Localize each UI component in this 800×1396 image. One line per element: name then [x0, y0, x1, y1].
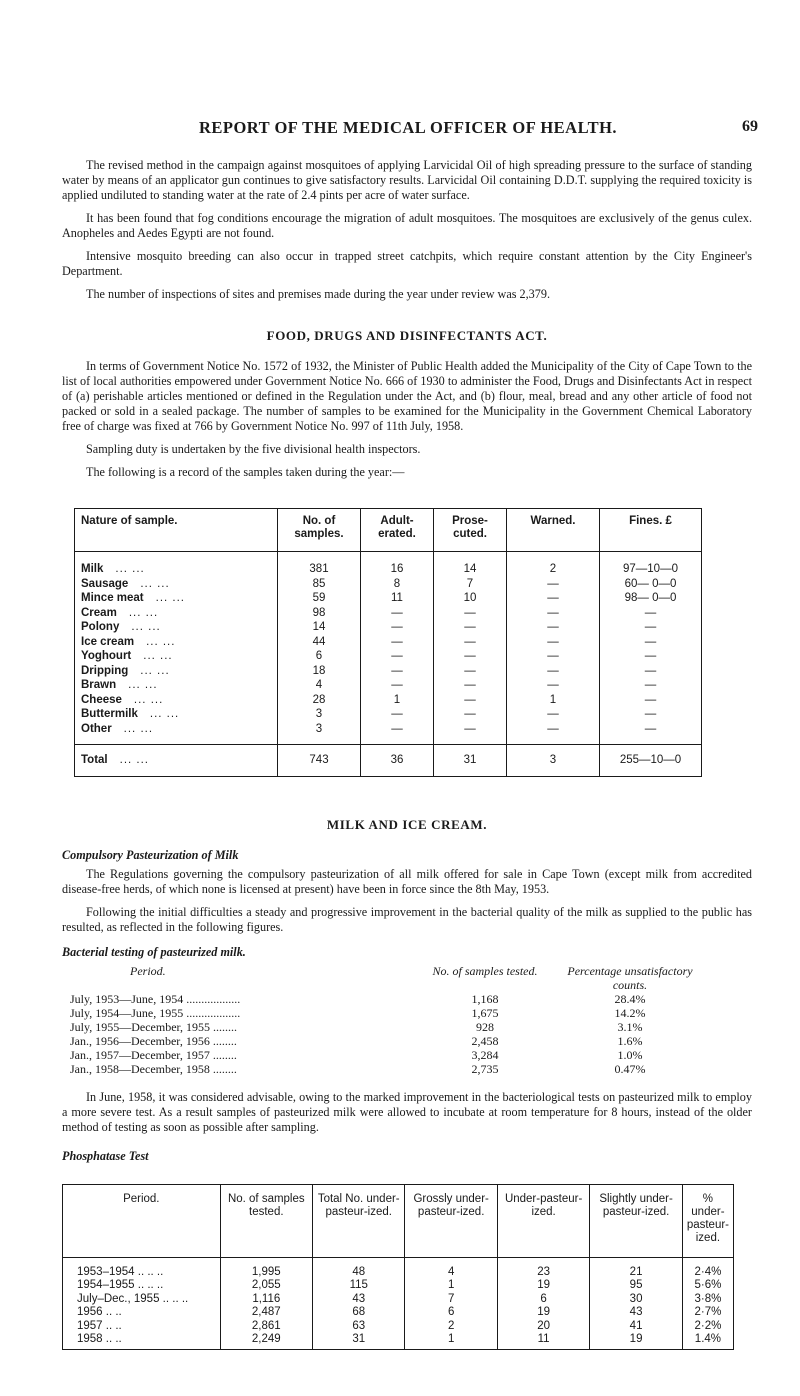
cell-prosecuted: —	[434, 620, 507, 635]
paragraph-larvicidal: The revised method in the campaign against mosquitoes of applying Larvicidal Oil of high spreading pressure to the surface of standing water by means of an applicator gun continues to give satisfactory results. Larvicidal Oil containing D.D.T. supplying the required toxicity is applied undiluted to standing water at the rate of 2.4 pints per acre of water surface.	[62, 158, 752, 202]
cell-fines: —	[600, 664, 702, 679]
bact-tested: 2,735	[471, 1061, 499, 1076]
ph-col-samples: No. of samples tested.	[220, 1184, 312, 1257]
cell-warned: —	[507, 678, 600, 693]
ph-total: 63	[313, 1320, 405, 1334]
cell-prosecuted: —	[434, 606, 507, 621]
ph-under: 19	[497, 1306, 589, 1320]
ph-pct: 3·8%	[682, 1293, 733, 1307]
ph-total: 48	[313, 1257, 405, 1279]
table-row	[75, 707, 702, 722]
ph-under: 23	[497, 1257, 589, 1279]
cell-fines: 60— 0—0	[600, 577, 702, 592]
paragraph-regulations: The Regulations governing the compulsory pasteurization of all milk offered for sale in Cape Town (except milk from accredited disease-free herds, of which none is licensed at present) have been in force since the 8th May, 1953.	[62, 866, 752, 896]
ph-period: 1954–1955 .. .. ..	[63, 1279, 221, 1293]
bact-period: Jan., 1957—December, 1957 ........	[70, 1047, 237, 1062]
bact-period: Jan., 1958—December, 1958 ........	[70, 1061, 237, 1076]
sample-name: Cream ... ...	[75, 606, 278, 621]
cell-fines: —	[600, 620, 702, 635]
ph-col-under: Under-pasteur-ized.	[497, 1184, 589, 1257]
col-warned: Warned.	[507, 509, 600, 552]
ph-period: July–Dec., 1955 .. .. ..	[63, 1293, 221, 1307]
ph-samples: 1,116	[220, 1293, 312, 1307]
bact-period: July, 1955—December, 1955 ........	[70, 1019, 238, 1034]
cell-adulterated: 8	[361, 577, 434, 592]
table-row	[75, 591, 702, 606]
table-row	[75, 577, 702, 592]
bact-tested: 928	[476, 1019, 494, 1034]
cell-warned: —	[507, 591, 600, 606]
ph-samples: 2,487	[220, 1306, 312, 1320]
paragraph-record-intro: The following is a record of the samples taken during the year:—	[86, 465, 405, 479]
total-label: Total ... ...	[75, 745, 278, 777]
bact-pct: 1.0%	[617, 1047, 643, 1062]
ph-col-slightly: Slightly under-pasteur-ized.	[590, 1184, 682, 1257]
table-row	[75, 722, 702, 745]
cell-prosecuted: —	[434, 707, 507, 722]
cell-adulterated: 1	[361, 693, 434, 708]
ph-total: 115	[313, 1279, 405, 1293]
total-adulterated: 36	[361, 745, 434, 777]
list-item	[70, 1062, 710, 1076]
ph-slightly: 30	[590, 1293, 682, 1307]
bact-pct: 3.1%	[617, 1019, 643, 1034]
table-row	[75, 678, 702, 693]
bact-pct: 28.4%	[614, 991, 646, 1006]
list-item	[70, 1048, 710, 1062]
ph-samples: 2,055	[220, 1279, 312, 1293]
ph-pct: 2·2%	[682, 1320, 733, 1334]
cell-prosecuted: —	[434, 722, 507, 745]
cell-prosecuted: 7	[434, 577, 507, 592]
samples-table-header	[75, 509, 702, 552]
sample-name: Sausage ... ...	[75, 577, 278, 592]
bact-col-period: Period.	[130, 963, 166, 978]
sample-name: Mince meat ... ...	[75, 591, 278, 606]
table-row	[75, 552, 702, 577]
paragraph-improvement: Following the initial difficulties a steady and progressive improvement in the bacterial quality of the milk as supplied to the public has resulted, as reflected in the following figures.	[62, 904, 752, 934]
cell-samples: 18	[278, 664, 361, 679]
paragraph-june-1958: In June, 1958, it was considered advisable, owing to the marked improvement in the bacteriological tests on pasteurized milk to employ a more severe test. As a result samples of pasteurized milk were allowed to incubate at room temperature for 8 hours, instead of the older method of testing as soon as possible after sampling.	[62, 1089, 752, 1134]
ph-period: 1957 .. ..	[63, 1320, 221, 1334]
ph-under: 11	[497, 1333, 589, 1349]
page-content	[62, 158, 752, 1350]
bact-period: July, 1953—June, 1954 ..................	[70, 991, 241, 1006]
ph-samples: 1,995	[220, 1257, 312, 1279]
cell-samples: 6	[278, 649, 361, 664]
sample-name: Cheese ... ...	[75, 693, 278, 708]
page-header	[58, 118, 758, 136]
cell-fines: —	[600, 693, 702, 708]
total-prosecuted: 31	[434, 745, 507, 777]
cell-warned: —	[507, 635, 600, 650]
ph-total: 31	[313, 1333, 405, 1349]
ph-col-pct: % under-pasteur-ized.	[682, 1184, 733, 1257]
bact-pct: 0.47%	[614, 1061, 646, 1076]
phosphatase-heading: Phosphatase Test	[62, 1148, 149, 1163]
col-prosecuted: Prose-cuted.	[434, 509, 507, 552]
ph-grossly: 7	[405, 1293, 497, 1307]
table-row	[75, 649, 702, 664]
table-row	[63, 1320, 734, 1334]
phosphatase-header	[63, 1184, 734, 1257]
cell-prosecuted: —	[434, 635, 507, 650]
ph-period: 1958 .. ..	[63, 1333, 221, 1349]
ph-grossly: 6	[405, 1306, 497, 1320]
ph-samples: 2,249	[220, 1333, 312, 1349]
bact-tested: 3,284	[471, 1047, 499, 1062]
cell-samples: 3	[278, 707, 361, 722]
cell-adulterated: —	[361, 664, 434, 679]
cell-samples: 98	[278, 606, 361, 621]
paragraph-fog: It has been found that fog conditions encourage the migration of adult mosquitoes. The mosquitoes are exclusively of the genus culex. Anopheles and Aedes Egypti are not found.	[62, 211, 752, 240]
cell-fines: —	[600, 722, 702, 745]
cell-adulterated: —	[361, 620, 434, 635]
ph-grossly: 4	[405, 1257, 497, 1279]
paragraph-government-notice: In terms of Government Notice No. 1572 of 1932, the Minister of Public Health added the Municipality of the City of Cape Town to the list of local authorities empowered under Government Notice No. 666 of 1930 to administer the Food, Drugs and Disinfectants Act in respect of (a) perishable articles mentioned or defined in the Regulation under the Act, and (b) flour, meal, bread and any other article of food not packed or sold in a sealed package. The number of samples to be examined for the Municipality in the Government Chemical Laboratory free of charge was fixed at 766 by Government Notice No. 997 of 11th July, 1958.	[62, 359, 752, 433]
ph-col-grossly: Grossly under-pasteur-ized.	[405, 1184, 497, 1257]
cell-warned: 2	[507, 552, 600, 577]
cell-adulterated: —	[361, 722, 434, 745]
table-row	[75, 664, 702, 679]
sample-name: Polony ... ...	[75, 620, 278, 635]
total-fines: 255—10—0	[600, 745, 702, 777]
subtitle-compulsory-pasteurization: Compulsory Pasteurization of Milk	[62, 847, 239, 862]
bact-col-tested: No. of samples tested.	[432, 963, 538, 978]
cell-fines: —	[600, 635, 702, 650]
total-samples: 743	[278, 745, 361, 777]
bact-period: July, 1954—June, 1955 ..................	[70, 1005, 241, 1020]
cell-warned: —	[507, 707, 600, 722]
bacterial-header	[70, 964, 710, 992]
ph-col-total: Total No. under-pasteur-ized.	[313, 1184, 405, 1257]
table-row	[63, 1293, 734, 1307]
cell-prosecuted: —	[434, 693, 507, 708]
ph-slightly: 95	[590, 1279, 682, 1293]
cell-adulterated: —	[361, 707, 434, 722]
cell-adulterated: 11	[361, 591, 434, 606]
ph-grossly: 1	[405, 1279, 497, 1293]
phosphatase-table	[62, 1184, 734, 1350]
cell-adulterated: —	[361, 678, 434, 693]
bact-tested: 1,675	[471, 1005, 499, 1020]
cell-warned: —	[507, 577, 600, 592]
list-item	[70, 1020, 710, 1034]
cell-adulterated: —	[361, 606, 434, 621]
sample-name: Dripping ... ...	[75, 664, 278, 679]
table-row	[63, 1279, 734, 1293]
cell-fines: —	[600, 678, 702, 693]
cell-samples: 3	[278, 722, 361, 745]
cell-fines: 97—10—0	[600, 552, 702, 577]
sample-name: Ice cream ... ...	[75, 635, 278, 650]
bact-col-pct: Percentage unsatisfactory counts.	[567, 963, 693, 992]
ph-period: 1953–1954 .. .. ..	[63, 1257, 221, 1279]
list-item	[70, 1006, 710, 1020]
ph-slightly: 21	[590, 1257, 682, 1279]
cell-warned: —	[507, 722, 600, 745]
bact-period: Jan., 1956—December, 1956 ........	[70, 1033, 237, 1048]
samples-table	[74, 508, 702, 777]
ph-total: 68	[313, 1306, 405, 1320]
cell-adulterated: —	[361, 649, 434, 664]
col-samples: No. of samples.	[278, 509, 361, 552]
col-nature: Nature of sample.	[75, 509, 278, 552]
cell-warned: —	[507, 620, 600, 635]
sample-name: Yoghourt ... ...	[75, 649, 278, 664]
paragraph-sampling-duty: Sampling duty is undertaken by the five divisional health inspectors.	[86, 442, 421, 456]
table-row	[63, 1257, 734, 1279]
paragraph-catchpits: Intensive mosquito breeding can also occur in trapped street catchpits, which require constant attention by the City Engineer's Department.	[62, 249, 752, 278]
list-item	[70, 1034, 710, 1048]
list-item	[70, 992, 710, 1006]
table-row	[63, 1306, 734, 1320]
ph-period: 1956 .. ..	[63, 1306, 221, 1320]
cell-fines: —	[600, 707, 702, 722]
cell-adulterated: —	[361, 635, 434, 650]
table-row	[75, 606, 702, 621]
table-row	[75, 635, 702, 650]
cell-samples: 4	[278, 678, 361, 693]
cell-warned: 1	[507, 693, 600, 708]
paragraph-inspections: The number of inspections of sites and premises made during the year under review was 2,379.	[86, 287, 551, 301]
ph-under: 20	[497, 1320, 589, 1334]
cell-fines: —	[600, 606, 702, 621]
table-row	[63, 1333, 734, 1349]
cell-warned: —	[507, 664, 600, 679]
cell-prosecuted: —	[434, 649, 507, 664]
page-number: 69	[742, 118, 758, 135]
table-row	[75, 693, 702, 708]
col-fines: Fines. £	[600, 509, 702, 552]
sample-name: Brawn ... ...	[75, 678, 278, 693]
bact-pct: 1.6%	[617, 1033, 643, 1048]
ph-total: 43	[313, 1293, 405, 1307]
cell-adulterated: 16	[361, 552, 434, 577]
ph-grossly: 1	[405, 1333, 497, 1349]
sample-name: Other ... ...	[75, 722, 278, 745]
ph-slightly: 41	[590, 1320, 682, 1334]
cell-samples: 59	[278, 591, 361, 606]
cell-prosecuted: —	[434, 664, 507, 679]
bact-pct: 14.2%	[614, 1005, 646, 1020]
ph-col-period: Period.	[63, 1184, 221, 1257]
ph-pct: 2·7%	[682, 1306, 733, 1320]
cell-samples: 44	[278, 635, 361, 650]
ph-under: 19	[497, 1279, 589, 1293]
col-adulterated: Adult-erated.	[361, 509, 434, 552]
page-title: REPORT OF THE MEDICAL OFFICER OF HEALTH.	[198, 118, 618, 137]
cell-warned: —	[507, 606, 600, 621]
ph-samples: 2,861	[220, 1320, 312, 1334]
cell-prosecuted: 10	[434, 591, 507, 606]
cell-samples: 14	[278, 620, 361, 635]
ph-slightly: 43	[590, 1306, 682, 1320]
ph-grossly: 2	[405, 1320, 497, 1334]
cell-samples: 85	[278, 577, 361, 592]
samples-total-row	[75, 745, 702, 777]
cell-fines: —	[600, 649, 702, 664]
total-warned: 3	[507, 745, 600, 777]
bact-tested: 1,168	[471, 991, 499, 1006]
cell-fines: 98— 0—0	[600, 591, 702, 606]
ph-slightly: 19	[590, 1333, 682, 1349]
cell-prosecuted: 14	[434, 552, 507, 577]
bacterial-heading: Bacterial testing of pasteurized milk.	[62, 944, 246, 959]
ph-pct: 5·6%	[682, 1279, 733, 1293]
ph-pct: 1.4%	[682, 1333, 733, 1349]
sample-name: Buttermilk ... ...	[75, 707, 278, 722]
bact-tested: 2,458	[471, 1033, 499, 1048]
cell-prosecuted: —	[434, 678, 507, 693]
sample-name: Milk ... ...	[75, 552, 278, 577]
section-title-food: FOOD, DRUGS AND DISINFECTANTS ACT.	[266, 328, 548, 343]
ph-under: 6	[497, 1293, 589, 1307]
section-title-milk: MILK AND ICE CREAM.	[326, 816, 488, 832]
bacterial-table	[70, 964, 710, 1076]
cell-samples: 381	[278, 552, 361, 577]
ph-pct: 2·4%	[682, 1257, 733, 1279]
cell-samples: 28	[278, 693, 361, 708]
table-row	[75, 620, 702, 635]
cell-warned: —	[507, 649, 600, 664]
